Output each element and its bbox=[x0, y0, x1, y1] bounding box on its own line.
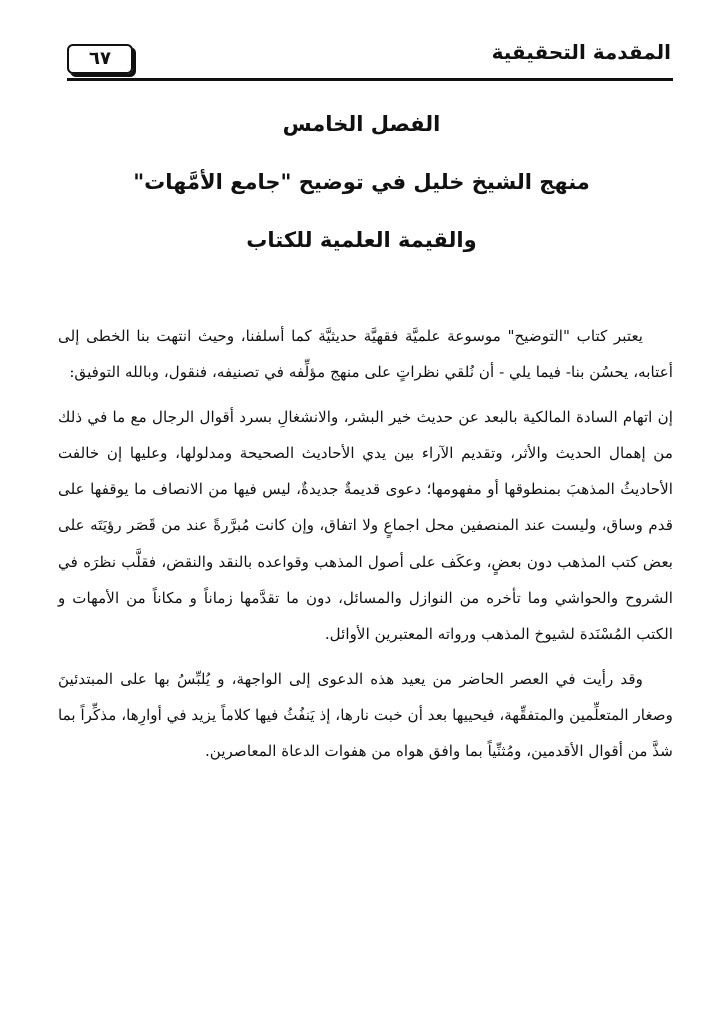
running-title: المقدمة التحقيقية bbox=[491, 40, 671, 64]
page-number: ٦٧ bbox=[67, 44, 133, 74]
paragraph-2: إن اتهام السادة المالكية بالبعد عن حديث خير البشر، والانشغالِ بسرد أقوال الرجال مع ما في ذلك من إهمال الحديث والأثر، وتقديم الآراء بين يدي الأحاديث الصحيحة ومدلولها، وعليها إن خالفت الأحاديثُ المذهبَ بمنطوقها أو مفهومها؛ دعوى قديمةٌ جديدةٌ، ليس فيها من الانصاف ما يوقفها على قدم وساق، وليست عند المنصفين محل اجماعٍ ولا اتفاق، وإن كانت مُبرَّرةً عند من قَصَر رؤيَتَه على بعض كتب المذهب دون بعضٍ، وعكَف على أصول المذهب وقواعده بالنقد والنقض، فقلَّب نظرَه في الشروح والحواشي وما تأخره من النوازل والمسائل، دون ما تقدَّمها زماناً و مكاناً من الأمهات و الكتب المُسْنَدة لشيوخ المذهب ورواته المعتبرين الأوائل. bbox=[58, 407, 673, 644]
chapter-headings bbox=[60, 112, 663, 252]
chapter-title-line-2: والقيمة العلمية للكتاب bbox=[246, 228, 477, 252]
chapter-heading: الفصل الخامس bbox=[282, 112, 441, 136]
paragraph-1: يعتبر كتاب "التوضيح" موسوعة علميَّة فقهيَّة حديثيَّة كما أسلفنا، وحيث انتهت بنا الخطى إلى أعتابه، يحسُن بنا- فيما يلي - أن نُلقي نظراتٍ على منهج مؤلِّفه في تصنيفه، فنقول، وبالله التوفيق: bbox=[58, 327, 673, 382]
header-rule bbox=[67, 78, 673, 81]
chapter-title-line-1: منهج الشيخ خليل في توضيح "جامع الأمَّهات" bbox=[133, 170, 590, 194]
paragraph-3: وقد رأيت في العصر الحاضر من يعيد هذه الدعوى إلى الواجهة، و يُلبِّسُ بها على المبتدئينَ وصغار المتعلِّمين والمتفقِّهة، فيحييها بعد أن خبت نارها، إذ يَنفُثُ فيها كلاماً يزيد في أوارِها، مذكِّراً بما شذَّ من أقوال الأقدمين، ومُثنِّياً بما وافق هواه من هفوات الدعاة المعاصرين. bbox=[57, 669, 673, 761]
body-text bbox=[58, 318, 673, 778]
